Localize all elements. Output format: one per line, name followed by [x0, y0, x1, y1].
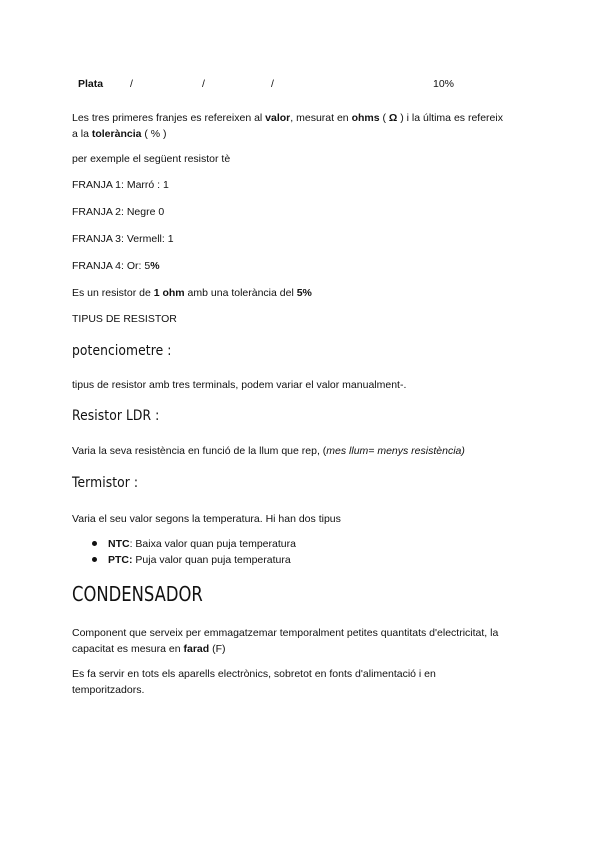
intro-text: , mesurat en [290, 112, 352, 124]
separator: / [130, 78, 133, 90]
types-title: TIPUS DE RESISTOR [72, 313, 177, 325]
termistor-types-list [92, 536, 296, 568]
summary-text: Es un resistor de [72, 287, 154, 299]
intro-text: a la [72, 128, 92, 140]
intro-text: ( % ) [141, 128, 167, 140]
condensador-line2-end: (F) [209, 643, 226, 655]
heading-potenciometre: potenciometre : [72, 343, 172, 359]
ntc-label: NTC [108, 538, 130, 550]
summary-value: 1 ohm [153, 287, 185, 299]
intro-paragraph [72, 110, 503, 142]
separator: / [271, 78, 274, 90]
list-item [92, 536, 296, 552]
intro-tolerancia: tolerància [91, 128, 142, 140]
condensador-paragraph [72, 625, 498, 657]
ldr-text-main: Varia la seva resistència en funció de la llum que rep, ( [72, 445, 327, 457]
band-line-4 [72, 258, 160, 274]
intro-text: ) i la última es refereix [397, 112, 503, 124]
band-line-3: FRANJA 3: Vermell: 1 [72, 233, 174, 245]
condensador-line2: capacitat es mesura en [72, 643, 184, 655]
intro-valor: valor [265, 112, 291, 124]
uses-line1: Es fa servir en tots els aparells electrònics, sobretot en fonts d'alimentació i en [72, 668, 436, 680]
separator: / [202, 78, 205, 90]
bullet-icon [92, 541, 97, 546]
potenciometre-text: tipus de resistor amb tres terminals, podem variar el valor manualment-. [72, 379, 407, 391]
resistor-summary [72, 285, 312, 301]
ntc-text: : Baixa valor quan puja temperatura [129, 538, 296, 550]
ldr-text [72, 443, 465, 459]
band-line-1: FRANJA 1: Marró : 1 [72, 179, 169, 191]
summary-text: amb una tolerància del [184, 287, 297, 299]
ptc-text: Puja valor quan puja temperatura [132, 554, 291, 566]
uses-line2: temporitzadors. [72, 684, 145, 696]
band-color-plata: Plata [78, 78, 104, 90]
heading-resistor-ldr: Resistor LDR : [72, 408, 160, 424]
intro-text: ( [379, 112, 389, 124]
example-intro: per exemple el següent resistor tè [72, 153, 231, 165]
heading-condensador: CONDENSADOR [72, 582, 203, 606]
bullet-icon [92, 557, 97, 562]
termistor-text: Varia el seu valor segons la temperatura. Hi han dos tipus [72, 513, 341, 525]
band4-label: FRANJA 4: Or: 5 [72, 260, 151, 272]
band4-percent: % [150, 260, 160, 272]
intro-text: Les tres primeres franjes es refereixen al [72, 112, 266, 124]
band-line-2: FRANJA 2: Negre 0 [72, 206, 165, 218]
summary-tolerance: 5% [296, 287, 312, 299]
intro-ohms: ohms [351, 112, 380, 124]
condensador-line1: Component que serveix per emmagatzemar temporalment petites quantitats d'electricitat, la [72, 627, 499, 639]
omega-symbol: Ω [388, 112, 398, 124]
heading-termistor: Termistor : [72, 475, 139, 491]
plata-tolerance: 10% [433, 78, 455, 90]
list-item [92, 552, 296, 568]
ptc-label: PTC: [108, 554, 133, 566]
condensador-uses-paragraph [72, 666, 436, 698]
ldr-text-italic: mes llum= menys resistència) [326, 445, 465, 457]
farad-unit: farad [183, 643, 210, 655]
